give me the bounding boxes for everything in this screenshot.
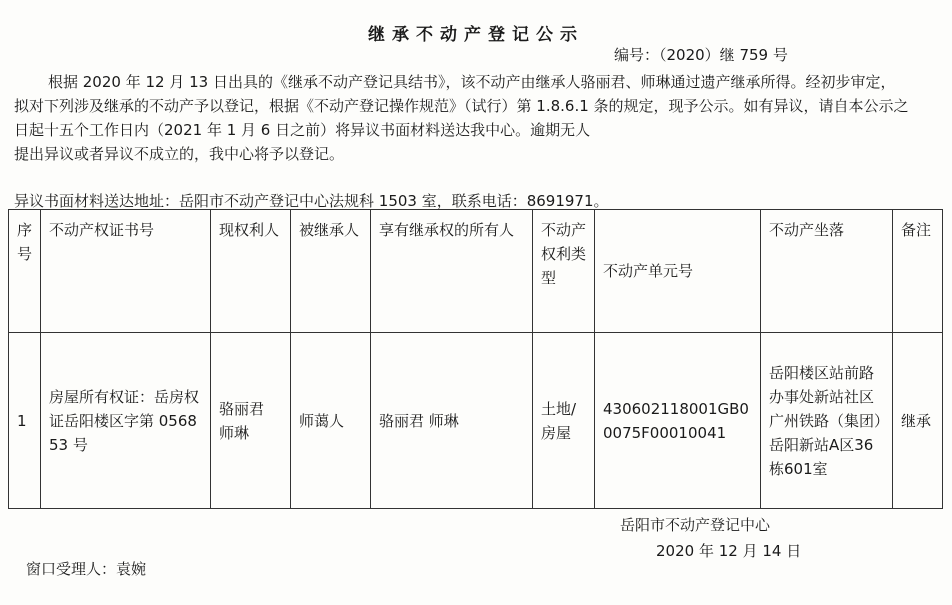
issue-date: 2020 年 12 月 14 日	[656, 542, 802, 560]
header-no: 序号	[9, 210, 41, 333]
window-receiver: 窗口受理人：袁婉	[26, 560, 147, 578]
header-unit-no: 不动产单元号	[595, 210, 761, 333]
cell-heirs: 骆丽君 师琳	[371, 333, 533, 509]
table-header-row	[9, 210, 943, 333]
header-decedent: 被继承人	[291, 210, 371, 333]
issuing-organization: 岳阳市不动产登记中心	[620, 516, 771, 534]
registration-table	[8, 209, 943, 509]
header-location: 不动产坐落	[761, 210, 893, 333]
cell-decedent: 师蔼人	[291, 333, 371, 509]
page-title: 继承不动产登记公示	[368, 25, 584, 45]
cell-remark: 继承	[893, 333, 943, 509]
header-certificate: 不动产权证书号	[41, 210, 211, 333]
objection-address: 异议书面材料送达地址：岳阳市不动产登记中心法规科 1503 室，联系电话：8691971。	[14, 192, 609, 210]
header-heirs: 享有继承权的所有人	[371, 210, 533, 333]
header-right-type: 不动产权利类型	[533, 210, 595, 333]
notice-body	[14, 70, 914, 166]
document-number: 编号：（2020）继 759 号	[614, 46, 788, 64]
notice-paragraph-1: 根据 2020 年 12 月 13 日出具的《继承不动产登记具结书》，该不动产由继承人骆丽君、师琳通过遗产继承所得。经初步审定， 拟对下列涉及继承的不动产予以登记，根据《不动产登记操作规范》（试行）第 1.8.6.1 条的规定，现予公示。如有异议，请自本公示之日起十五个工作日内（2021 年 1 月 6 日之前）将异议书面材料送达我中心。逾期无人	[14, 73, 909, 139]
cell-unit-no: 430602118001GB00075F00010041	[595, 333, 761, 509]
notice-paragraph-2: 提出异议或者异议不成立的，我中心将予以登记。	[14, 145, 345, 163]
cell-certificate: 房屋所有权证：岳房权证岳阳楼区字第 056853 号	[41, 333, 211, 509]
cell-right-type: 土地/房屋	[533, 333, 595, 509]
cell-location: 岳阳楼区站前路办事处新站社区广州铁路（集团）岳阳新站A区36栋601室	[761, 333, 893, 509]
header-current-owner: 现权利人	[211, 210, 291, 333]
cell-current-owner: 骆丽君 师琳	[211, 333, 291, 509]
cell-no: 1	[9, 333, 41, 509]
table-row	[9, 333, 943, 509]
header-remark: 备注	[893, 210, 943, 333]
